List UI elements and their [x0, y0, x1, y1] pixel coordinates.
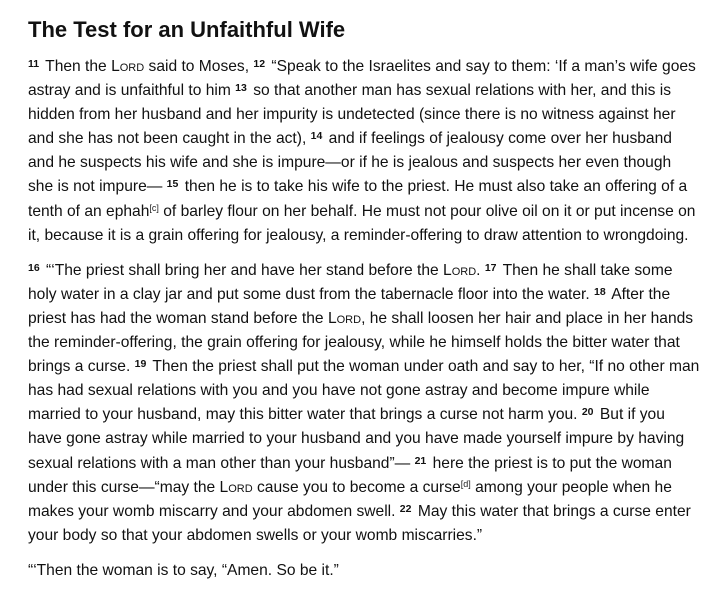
footnote-marker[interactable]: [c] [149, 202, 159, 213]
verse-text: “‘Then the woman is to say, “Amen. So be it.” [28, 561, 339, 579]
verse-text: . [476, 261, 485, 279]
verse-text: cause you to become a curse [252, 478, 461, 496]
divine-name: Lord [111, 58, 145, 75]
verse-text: here the priest is to put the woman under this curse—“may the [28, 454, 672, 496]
verse-number: 12 [253, 58, 266, 70]
divine-name: Lord [443, 261, 477, 279]
passage-body [28, 55, 700, 583]
verse-text: , he shall loosen her hair and place in her hands the reminder-offering, the grain offering for jealousy, while he himself holds the bitter water that brings a curse. [28, 309, 694, 376]
verse-number: 16 [28, 261, 40, 274]
verse-number: 22 [399, 502, 412, 515]
verse-paragraph [28, 259, 700, 548]
verse-text: Then the [45, 58, 112, 75]
verse-number: 17 [484, 261, 497, 274]
verse-text: “Speak to the Israelites and say to them: ‘If a man’s wife goes astray and is unfaithful to him [28, 58, 696, 100]
verse-text: so that another man has sexual relations with her, and this is hidden from her husband and her impurity is undetected (since there is no witness against her and she has not been caught in the act), [28, 82, 676, 148]
verse-text: Then the priest shall put the woman under oath and say to her, “If no other man has had sexual relations with you and you have not gone astray and become impure while married to your husband, may this bitter water that brings a curse not harm you. [28, 358, 700, 424]
verse-number: 18 [594, 285, 606, 298]
verse-text: among your people when he makes your womb miscarry and your abdomen swell. [28, 478, 672, 520]
verse-text: said to Moses, [144, 58, 254, 75]
verse-text: After the priest has had the woman stand before the [28, 285, 671, 327]
verse-text: of barley flour on her behalf. He must not pour olive oil on it or put incense on it, because it is a grain offering for jealousy, a reminder-offering to draw attention to wrongdoing. [28, 202, 696, 244]
verse-number: 21 [414, 454, 427, 467]
verse-text: and if feelings of jealousy come over her husband and he suspects his wife and she is impure—or if he is jealous and suspects her even though she is not impure— [28, 130, 672, 196]
passage-page [28, 14, 700, 583]
footnote-marker[interactable]: [d] [460, 478, 471, 489]
divine-name: Lord [327, 309, 362, 327]
verse-text: “‘The priest shall bring her and have her stand before the [46, 261, 444, 279]
verse-number: 20 [581, 406, 594, 419]
verse-number: 15 [166, 178, 179, 191]
divine-name: Lord [219, 478, 253, 496]
verse-paragraph [28, 55, 700, 248]
verse-text: May this water that brings a curse enter your body so that your abdomen swells or your womb miscarries.” [28, 502, 691, 544]
verse-text: Then he shall take some holy water in a clay jar and put some dust from the tabernacle floor into the water. [28, 261, 673, 303]
verse-number: 19 [134, 358, 147, 371]
verse-number: 14 [310, 130, 323, 143]
verse-paragraph [28, 559, 700, 583]
verse-number: 11 [28, 58, 40, 70]
verse-number: 13 [235, 82, 247, 95]
verse-text: But if you have gone astray while married to your husband and you have made yourself impure by having sexual relations with a man other than your husband”— [28, 406, 685, 472]
section-heading: The Test for an Unfaithful Wife [28, 17, 346, 42]
verse-text: then he is to take his wife to the priest. He must also take an offering of a tenth of an ephah [28, 178, 688, 220]
